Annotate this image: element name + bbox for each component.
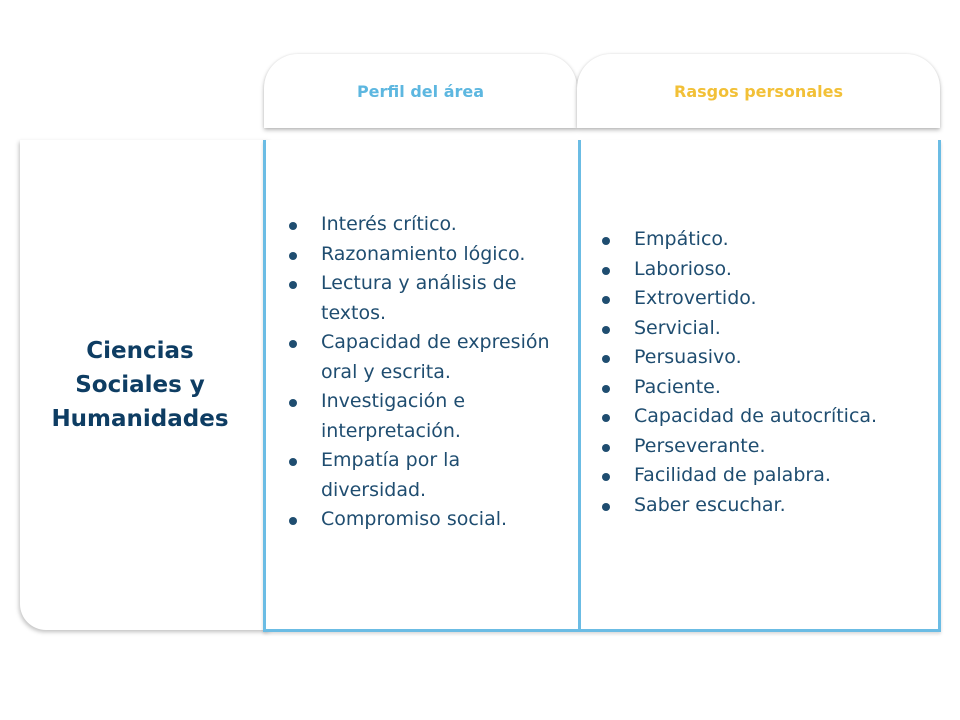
header-rasgos-personales — [577, 54, 940, 128]
rasgos-item: Paciente. — [596, 373, 936, 403]
area-title: Ciencias Sociales y Humanidades — [51, 338, 229, 432]
rasgos-item: Servicial. — [596, 314, 936, 344]
column-divider — [578, 140, 581, 629]
rasgos-item: Saber escuchar. — [596, 491, 936, 521]
perfil-item: Lectura y análisis de textos. — [283, 269, 563, 328]
header-rasgos-label: Rasgos personales — [674, 81, 843, 101]
header-perfil-del-area — [264, 54, 577, 128]
rasgos-item: Empático. — [596, 225, 936, 255]
header-perfil-label: Perfil del área — [356, 81, 485, 101]
rasgos-item: Facilidad de palabra. — [596, 461, 936, 491]
perfil-item: Interés crítico. — [283, 210, 563, 240]
content-table — [263, 140, 941, 632]
perfil-list — [283, 210, 563, 535]
rasgos-item: Extrovertido. — [596, 284, 936, 314]
rasgos-item: Capacidad de autocrítica. — [596, 402, 936, 432]
area-label-card — [20, 140, 270, 630]
perfil-item: Empatía por la diversidad. — [283, 446, 563, 505]
perfil-item: Capacidad de expresión oral y escrita. — [283, 328, 563, 387]
perfil-item: Investigación e interpretación. — [283, 387, 563, 446]
perfil-item: Razonamiento lógico. — [283, 240, 563, 270]
rasgos-item: Laborioso. — [596, 255, 936, 285]
rasgos-item: Perseverante. — [596, 432, 936, 462]
rasgos-list — [596, 225, 936, 520]
rasgos-item: Persuasivo. — [596, 343, 936, 373]
perfil-item: Compromiso social. — [283, 505, 563, 535]
